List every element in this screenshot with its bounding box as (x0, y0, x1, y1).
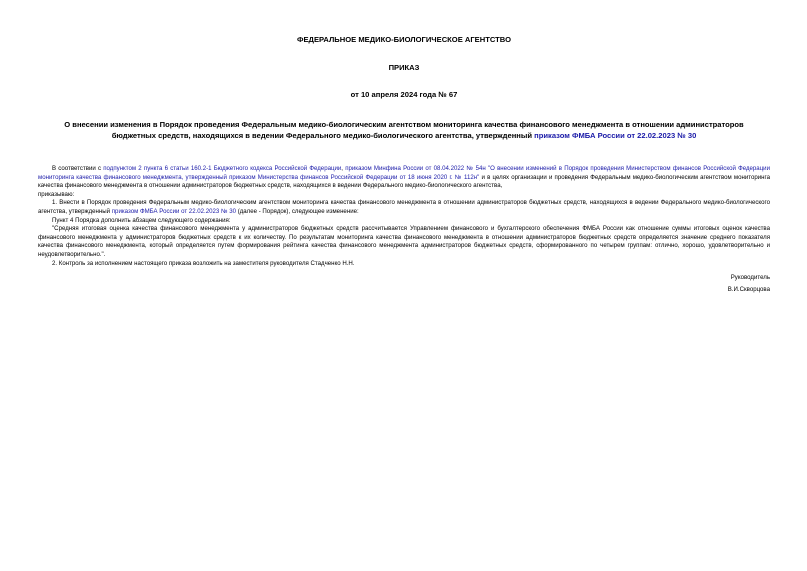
title-order-link[interactable]: приказом ФМБА России от 22.02.2023 № 30 (534, 130, 697, 140)
agency-name: ФЕДЕРАЛЬНОЕ МЕДИКО-БИОЛОГИЧЕСКОЕ АГЕНТСТВО (296, 35, 512, 44)
preamble-text-3: и в целях организации и проведения Федеральным медико-биологическим агентством мониторинга качества финансового менеджмента в отношении администраторов бюджетных средств, находящихся в ведении Федерального медико-биологического агентства, (38, 173, 770, 190)
signature-role: Руководитель (730, 274, 770, 282)
signature-block (38, 273, 770, 294)
item-1-paragraph (38, 199, 770, 216)
quoted-amendment: "Средняя итоговая оценка качества финансового менеджмента у администраторов бюджетных средств рассчитывается Управлением финансового и бухгалтерского обеспечения ФМБА России как отношение суммы итоговых оценок качества финансового менеджмента у администраторов бюджетных средств к их количеству. По результатам мониторинга качества финансового менеджмента в отношении администраторов бюджетных средств определяется значение среднего показателя качества финансового менеджмента, который определяется путем формирования рейтинга качества финансового менеджмента администраторов бюджетных средств, сформированного по четырем группам: отлично, хорошо, удовлетворительно и неудовлетворительно.". (38, 225, 770, 258)
order-verb: приказываю: (38, 190, 75, 198)
minfin-order-link[interactable]: приказом Минфина России от 08.04.2022 № 54н "О внесении изменений в Порядок проведения Министерством финансов Российской Федерации мониторинга качества финансового менеджмента, утвержденный приказом Министерства финансов Российской Федерации от 18 июня 2020 г. № 112н" (38, 165, 770, 181)
order-heading: ПРИКАЗ (388, 63, 420, 72)
document-title-text: О внесении изменения в Порядок проведения Федеральным медико-биологическим агентством мониторинга качества финансового менеджмента в отношении администраторов бюджетных средств, находящихся в ведении Федерального медико-биологического агентства, утвержденный (64, 120, 744, 140)
document-page (38, 30, 770, 294)
item-2-paragraph: 2. Контроль за исполнением настоящего приказа возложить на заместителя руководителя Стадченко Н.Н. (52, 259, 355, 267)
preamble-text-1: В соответствии с (52, 165, 104, 172)
item-1-order-link[interactable]: приказом ФМБА России от 22.02.2023 № 30 (111, 207, 237, 215)
document-body (38, 165, 770, 268)
order-date: от 10 апреля 2024 года № 67 (350, 90, 458, 99)
item-1-subparagraph: Пункт 4 Порядка дополнить абзацем следующего содержания: (52, 216, 231, 224)
item-1-text-before: 1. Внести в Порядок проведения Федеральным медико-биологическим агентством мониторинга качества финансового менеджмента в отношении администраторов бюджетных средств, находящихся в ведении Федерального медико-биологического агентства, утвержденный (38, 199, 770, 215)
preamble-text-2: , (341, 165, 346, 172)
signature-name: В.И.Скворцова (727, 286, 770, 294)
budget-code-link[interactable]: подпунктом 2 пункта 6 статьи 160.2-1 Бюджетного кодекса Российской Федерации (103, 165, 342, 172)
preamble-paragraph (38, 165, 770, 191)
item-1-text-after: (далее - Порядок), следующее изменение: (236, 207, 359, 215)
document-title (38, 120, 770, 141)
